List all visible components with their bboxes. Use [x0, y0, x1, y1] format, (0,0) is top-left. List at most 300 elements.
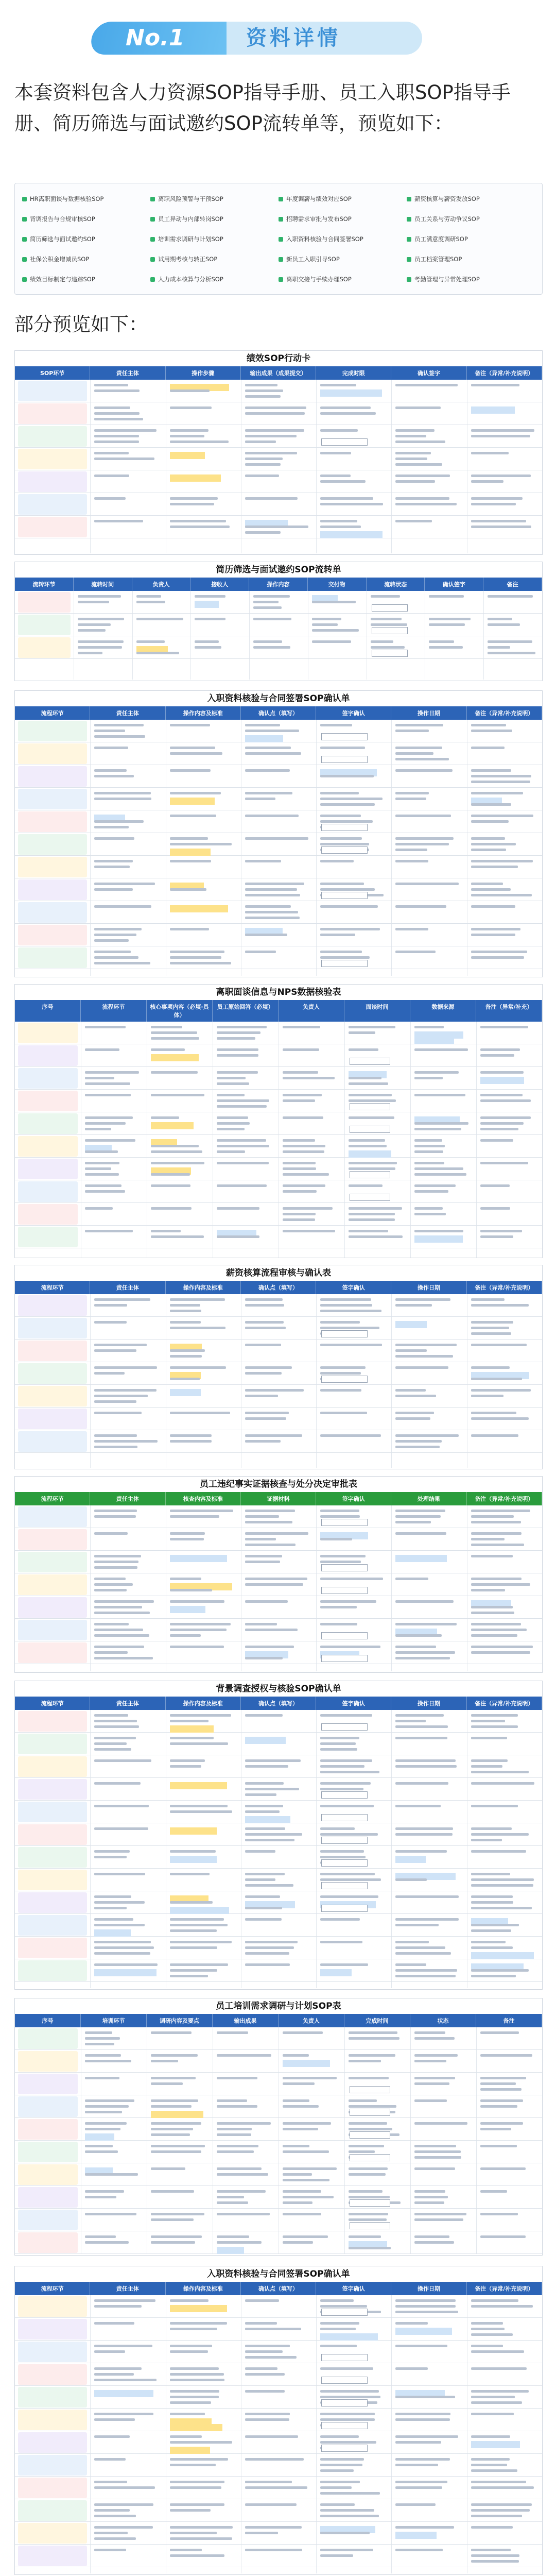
row-stage-cell [18, 2455, 87, 2476]
cell-text-placeholder [94, 747, 128, 749]
cell-text-placeholder [94, 1372, 125, 1375]
column-header: 核心事项内容（必填·具体） [147, 1000, 213, 1022]
cell-text-placeholder [471, 1612, 515, 1614]
cell-text-placeholder [195, 646, 221, 649]
cell-text-placeholder [471, 1606, 513, 1608]
cell-text-placeholder [94, 1924, 145, 1926]
row-stage-cell [18, 902, 87, 923]
cell-text-placeholder [395, 1918, 459, 1921]
cell-text-placeholder [471, 956, 525, 959]
cell-text-placeholder [151, 2031, 192, 2034]
sheet-header [15, 366, 542, 380]
check-icon [22, 237, 27, 242]
cell-text-placeholder [170, 2554, 224, 2557]
row-stage-cell [18, 1642, 87, 1663]
row-stage-cell [18, 1870, 87, 1890]
cell-text-placeholder [414, 2196, 448, 2198]
cell-text-placeholder [245, 894, 301, 896]
row-stage-cell [18, 1068, 78, 1089]
sheet-7 [14, 1998, 543, 2256]
cell-text-placeholder [480, 2105, 517, 2108]
cell-text-placeholder [170, 1907, 230, 1914]
cell-text-placeholder [245, 724, 280, 726]
cell-text-placeholder [320, 803, 375, 806]
cell-text-placeholder [245, 1839, 294, 1841]
cell-text-placeholder [488, 595, 532, 598]
cell-text-placeholder [170, 2532, 217, 2534]
cell-text-placeholder [320, 1538, 352, 1540]
cell-text-placeholder [245, 2299, 279, 2302]
cell-text-placeholder [395, 452, 430, 454]
row-stage-cell [18, 592, 71, 613]
cell-text-placeholder [245, 1952, 289, 1955]
cell-text-placeholder [151, 2213, 204, 2215]
cell-text-placeholder [283, 2060, 330, 2067]
cell-text-placeholder [170, 798, 215, 805]
cell-text-placeholder [253, 640, 282, 643]
column-header: 操作内容及标准 [166, 1281, 241, 1294]
row-stage-cell [18, 811, 87, 832]
cell-text-placeholder [283, 1048, 319, 1051]
column-header: 输出成果（成果提交） [241, 366, 316, 380]
cell-text-placeholder [85, 2122, 127, 2125]
toc-item-label: 简历筛选与面试邀约SOP [30, 235, 95, 243]
cell-text-placeholder [414, 2099, 447, 2102]
cell-text-placeholder [395, 2435, 458, 2438]
cell-text-placeholder [471, 1765, 502, 1768]
cell-text-placeholder [170, 2526, 233, 2529]
row-divider [15, 613, 542, 614]
cell-text-placeholder [429, 618, 470, 620]
row-divider [15, 1550, 542, 1551]
cell-text-placeholder [283, 1139, 315, 1142]
cell-text-placeholder [320, 2435, 359, 2438]
cell-text-placeholder [217, 2133, 251, 2136]
cell-text-placeholder [170, 2537, 233, 2540]
toc-item [407, 190, 535, 208]
cell-text-placeholder [320, 2396, 380, 2398]
cell-text-placeholder [320, 1827, 355, 1830]
cell-text-placeholder [245, 1327, 286, 1329]
row-divider [15, 2385, 542, 2386]
cell-text-placeholder [471, 1327, 510, 1329]
cell-text-placeholder [85, 1230, 133, 1232]
cell-text-placeholder [471, 1901, 513, 1904]
cell-text-placeholder [94, 939, 129, 942]
cell-text-placeholder [151, 1230, 181, 1232]
cell-text-placeholder [395, 497, 449, 500]
sheet-0 [14, 350, 543, 555]
sheet-header [15, 1281, 542, 1294]
cell-text-placeholder [395, 752, 433, 755]
column-header: 操作步骤 [166, 366, 241, 380]
signature-field [321, 1564, 368, 1571]
cell-text-placeholder [414, 2077, 455, 2079]
cell-text-placeholder [85, 2031, 112, 2034]
cell-text-placeholder [414, 1230, 463, 1232]
row-stage-cell [18, 2342, 87, 2362]
row-stage-cell [18, 1756, 87, 1777]
cell-text-placeholder [395, 1969, 457, 1972]
cell-text-placeholder [94, 452, 129, 454]
cell-text-placeholder [471, 1941, 506, 1943]
cell-text-placeholder [94, 2413, 153, 2415]
row-stage-cell [18, 1386, 87, 1406]
cell-text-placeholder [471, 1304, 529, 1307]
cell-text-placeholder [94, 883, 155, 885]
cell-text-placeholder [85, 2060, 131, 2062]
cell-text-placeholder [349, 2218, 387, 2221]
cell-text-placeholder [94, 928, 142, 930]
toc-item [22, 230, 150, 248]
row-divider [15, 2317, 542, 2318]
cell-text-placeholder [480, 1139, 513, 1142]
cell-text-placeholder [217, 2196, 244, 2198]
cell-text-placeholder [480, 1207, 510, 1210]
cell-text-placeholder [78, 640, 124, 643]
cell-text-placeholder [471, 406, 515, 414]
cell-text-placeholder [283, 2077, 337, 2079]
cell-text-placeholder [217, 1048, 258, 1051]
toc-item-label: 薪资核算与薪资发放SOP [414, 195, 480, 202]
cell-text-placeholder [94, 1720, 137, 1722]
column-header: 序号 [15, 2014, 81, 2027]
cell-text-placeholder [94, 1941, 151, 1943]
sheet-header [15, 578, 542, 591]
toc-item-label: 入职资料核验与合同签署SOP [286, 235, 363, 243]
cell-text-placeholder [94, 2509, 130, 2512]
cell-text-placeholder [471, 2549, 511, 2551]
cell-text-placeholder [471, 1532, 522, 1535]
column-header: 确认签字 [391, 366, 466, 380]
cell-text-placeholder [170, 1321, 201, 1324]
cell-text-placeholder [245, 406, 306, 409]
cell-text-placeholder [245, 792, 292, 794]
check-icon [150, 237, 155, 242]
cell-text-placeholder [245, 1583, 303, 1586]
cell-text-placeholder [245, 2390, 285, 2393]
cell-text-placeholder [320, 429, 358, 432]
cell-text-placeholder [283, 2196, 334, 2198]
column-divider [90, 380, 91, 553]
check-icon [150, 257, 155, 262]
column-header: 备注（异常/补充说明） [467, 366, 542, 380]
cell-text-placeholder [471, 1771, 529, 1773]
cell-text-placeholder [395, 798, 426, 800]
cell-text-placeholder [245, 2418, 289, 2421]
cell-text-placeholder [245, 1759, 301, 1762]
cell-text-placeholder [245, 429, 304, 432]
signature-field [350, 1103, 390, 1110]
column-divider [90, 1505, 91, 1671]
cell-text-placeholder [170, 1440, 212, 1443]
cell-text-placeholder [471, 820, 509, 823]
cell-text-placeholder [94, 2305, 142, 2308]
cell-text-placeholder [480, 2128, 511, 2130]
cell-text-placeholder [471, 2367, 527, 2370]
cell-text-placeholder [170, 1646, 224, 1648]
cell-text-placeholder [170, 2305, 227, 2312]
row-stage-cell [18, 2387, 87, 2408]
cell-text-placeholder [283, 2128, 318, 2130]
cell-text-placeholder [395, 1434, 458, 1437]
signature-field [321, 824, 368, 831]
cell-text-placeholder [283, 2099, 309, 2102]
row-divider [15, 1868, 542, 1869]
cell-text-placeholder [471, 1623, 521, 1625]
cell-text-placeholder [395, 792, 429, 794]
cell-text-placeholder [320, 2322, 359, 2325]
cell-text-placeholder [170, 2447, 211, 2454]
cell-text-placeholder [283, 1116, 323, 1119]
cell-text-placeholder [471, 2350, 524, 2353]
cell-text-placeholder [85, 2054, 121, 2057]
cell-text-placeholder [94, 826, 128, 828]
cell-text-placeholder [151, 2150, 201, 2153]
cell-text-placeholder [94, 1612, 150, 1614]
cell-text-placeholder [283, 2201, 312, 2204]
cell-text-placeholder [170, 2503, 225, 2506]
cell-text-placeholder [480, 2031, 519, 2034]
cell-text-placeholder [245, 1850, 275, 1853]
cell-text-placeholder [245, 798, 275, 800]
cell-text-placeholder [283, 2173, 312, 2176]
toc-item-label: 招聘需求审批与发布SOP [286, 215, 352, 223]
column-divider [391, 1294, 392, 1468]
cell-text-placeholder [395, 883, 458, 885]
check-icon [407, 257, 411, 262]
cell-text-placeholder [151, 2241, 195, 2244]
row-stage-cell [18, 2051, 78, 2072]
cell-text-placeholder [94, 1566, 137, 1569]
cell-text-placeholder [94, 1737, 136, 1739]
cell-text-placeholder [217, 1026, 267, 1028]
cell-text-placeholder [395, 1578, 428, 1580]
cell-text-placeholder [78, 629, 106, 632]
column-header: 备注（异常/补充说明） [467, 1697, 542, 1710]
cell-text-placeholder [320, 883, 363, 885]
cell-text-placeholder [480, 1094, 523, 1096]
cell-text-placeholder [151, 1162, 204, 1164]
cell-text-placeholder [480, 1048, 520, 1051]
row-stage-cell [18, 834, 87, 855]
cell-text-placeholder [395, 2503, 436, 2506]
cell-text-placeholder [170, 1366, 226, 1369]
column-header: 完成时间 [344, 2014, 410, 2027]
cell-text-placeholder [320, 2413, 375, 2415]
cell-text-placeholder [170, 1310, 201, 1312]
cell-text-placeholder [217, 1139, 266, 1142]
row-stage-cell [18, 2210, 78, 2230]
cell-text-placeholder [471, 1583, 531, 1586]
cell-text-placeholder [245, 1372, 282, 1375]
cell-text-placeholder [94, 2526, 153, 2529]
cell-text-placeholder [85, 1150, 118, 1153]
column-divider [190, 591, 191, 680]
cell-text-placeholder [395, 1737, 447, 1739]
cell-text-placeholder [151, 2145, 205, 2147]
cell-text-placeholder [480, 1026, 528, 1028]
cell-text-placeholder [94, 2322, 134, 2325]
cell-text-placeholder [395, 1720, 426, 1722]
row-stage-cell [18, 471, 87, 492]
cell-text-placeholder [414, 2082, 449, 2085]
cell-text-placeholder [395, 503, 456, 505]
cell-text-placeholder [414, 1122, 468, 1125]
row-stage-cell [18, 1529, 87, 1550]
check-icon [407, 277, 411, 282]
check-icon [22, 257, 27, 262]
cell-text-placeholder [471, 1589, 505, 1591]
cell-text-placeholder [395, 1623, 456, 1625]
cell-text-placeholder [395, 1349, 426, 1352]
toc-item-label: 员工关系与劳动争议SOP [414, 215, 480, 223]
cell-text-placeholder [395, 2486, 442, 2489]
row-divider [15, 1157, 542, 1158]
cell-text-placeholder [94, 1748, 131, 1751]
cell-text-placeholder [85, 2111, 122, 2113]
row-stage-cell [18, 1113, 78, 1134]
column-header: 责任主体 [90, 706, 165, 720]
sheet-2 [14, 690, 543, 977]
cell-text-placeholder [471, 724, 506, 726]
cell-text-placeholder [245, 911, 298, 913]
signature-field [350, 1126, 390, 1133]
column-divider [391, 380, 392, 553]
cell-text-placeholder [471, 1805, 518, 1807]
toc-item-label: 离职交接与手续办理SOP [286, 276, 352, 283]
sheet-title: 员工违纪事实证据核查与处分决定审批表 [200, 1479, 357, 1489]
cell-text-placeholder [217, 1054, 258, 1057]
cell-text-placeholder [320, 2299, 354, 2302]
cell-text-placeholder [414, 1150, 443, 1153]
cell-text-placeholder [480, 1116, 531, 1119]
cell-text-placeholder [170, 452, 205, 459]
cell-text-placeholder [151, 1026, 182, 1028]
cell-text-placeholder [471, 747, 505, 749]
row-stage-cell [18, 1734, 87, 1754]
cell-text-placeholder [94, 724, 144, 726]
cell-text-placeholder [85, 2043, 114, 2045]
row-stage-cell [18, 766, 87, 787]
cell-text-placeholder [395, 1366, 448, 1369]
column-header: 备注 [483, 578, 542, 591]
signature-field [321, 1587, 368, 1594]
cell-text-placeholder [151, 1037, 199, 1040]
cell-text-placeholder [471, 1555, 513, 1557]
row-stage-cell [18, 2232, 78, 2253]
cell-text-placeholder [320, 1873, 374, 1875]
row-stage-cell [18, 1938, 87, 1958]
cell-text-placeholder [395, 435, 426, 437]
cell-text-placeholder [195, 601, 219, 608]
row-stage-cell [18, 2410, 87, 2430]
cell-text-placeholder [245, 1918, 282, 1921]
toc-item-label: 员工满意度调研SOP [414, 235, 468, 243]
cell-text-placeholder [395, 747, 442, 749]
cell-text-placeholder [395, 1975, 455, 1977]
cell-text-placeholder [170, 1929, 217, 1932]
toc-panel [14, 183, 543, 295]
cell-text-placeholder [170, 2390, 219, 2393]
cell-text-placeholder [471, 2345, 503, 2347]
cell-text-placeholder [371, 595, 401, 598]
cell-text-placeholder [349, 2213, 388, 2215]
cell-text-placeholder [414, 1207, 443, 1210]
cell-text-placeholder [170, 747, 216, 749]
cell-text-placeholder [320, 2464, 362, 2466]
toc-item-label: 绩效目标制定与追踪SOP [30, 276, 95, 283]
cell-text-placeholder [395, 406, 441, 409]
cell-text-placeholder [170, 905, 229, 912]
row-stage-cell [18, 1409, 87, 1429]
signature-field [321, 733, 368, 740]
cell-text-placeholder [320, 860, 354, 862]
signature-field [350, 1058, 390, 1065]
signature-field [350, 2154, 390, 2161]
cell-text-placeholder [471, 1969, 529, 1972]
cell-text-placeholder [94, 497, 126, 500]
cell-text-placeholder [245, 1544, 296, 1546]
cell-text-placeholder [349, 2054, 395, 2057]
cell-text-placeholder [94, 1742, 126, 1745]
cell-text-placeholder [395, 1389, 426, 1392]
cell-text-placeholder [395, 2322, 427, 2325]
cell-text-placeholder [245, 531, 281, 534]
cell-text-placeholder [170, 520, 227, 522]
row-stage-cell [18, 1318, 87, 1338]
cell-text-placeholder [414, 1077, 443, 1079]
sheet-body [15, 1505, 542, 1671]
cell-text-placeholder [283, 2145, 309, 2147]
cell-text-placeholder [471, 860, 533, 862]
cell-text-placeholder [245, 1793, 276, 1796]
cell-text-placeholder [217, 2213, 270, 2215]
cell-text-placeholder [471, 1629, 527, 1631]
cell-text-placeholder [245, 497, 298, 500]
cell-text-placeholder [94, 775, 134, 777]
cell-text-placeholder [245, 2549, 302, 2551]
cell-text-placeholder [320, 837, 362, 840]
cell-text-placeholder [395, 1946, 445, 1949]
column-header: 签字确认 [316, 1697, 391, 1710]
cell-text-placeholder [471, 769, 511, 772]
cell-text-placeholder [151, 2111, 203, 2118]
cell-text-placeholder [488, 623, 519, 626]
cell-text-placeholder [85, 2173, 138, 2176]
signature-field [350, 2086, 390, 2093]
cell-text-placeholder [320, 497, 373, 500]
cell-text-placeholder [151, 1116, 179, 1119]
toc-item-label: 员工档案管理SOP [414, 256, 462, 263]
cell-text-placeholder [151, 1207, 192, 1210]
cell-text-placeholder [471, 520, 526, 522]
cell-text-placeholder [94, 520, 143, 522]
cell-text-placeholder [320, 1895, 378, 1898]
cell-text-placeholder [471, 781, 530, 783]
cell-text-placeholder [283, 1162, 316, 1164]
cell-text-placeholder [395, 1833, 452, 1836]
column-divider [391, 2295, 392, 2573]
row-stage-cell [18, 1802, 87, 1822]
cell-text-placeholder [283, 1173, 329, 1176]
row-divider [15, 923, 542, 924]
cell-text-placeholder [471, 1395, 503, 1397]
cell-text-placeholder [245, 2486, 307, 2489]
cell-text-placeholder [78, 623, 111, 626]
cell-text-placeholder [395, 2305, 455, 2308]
cell-text-placeholder [94, 1901, 145, 1904]
